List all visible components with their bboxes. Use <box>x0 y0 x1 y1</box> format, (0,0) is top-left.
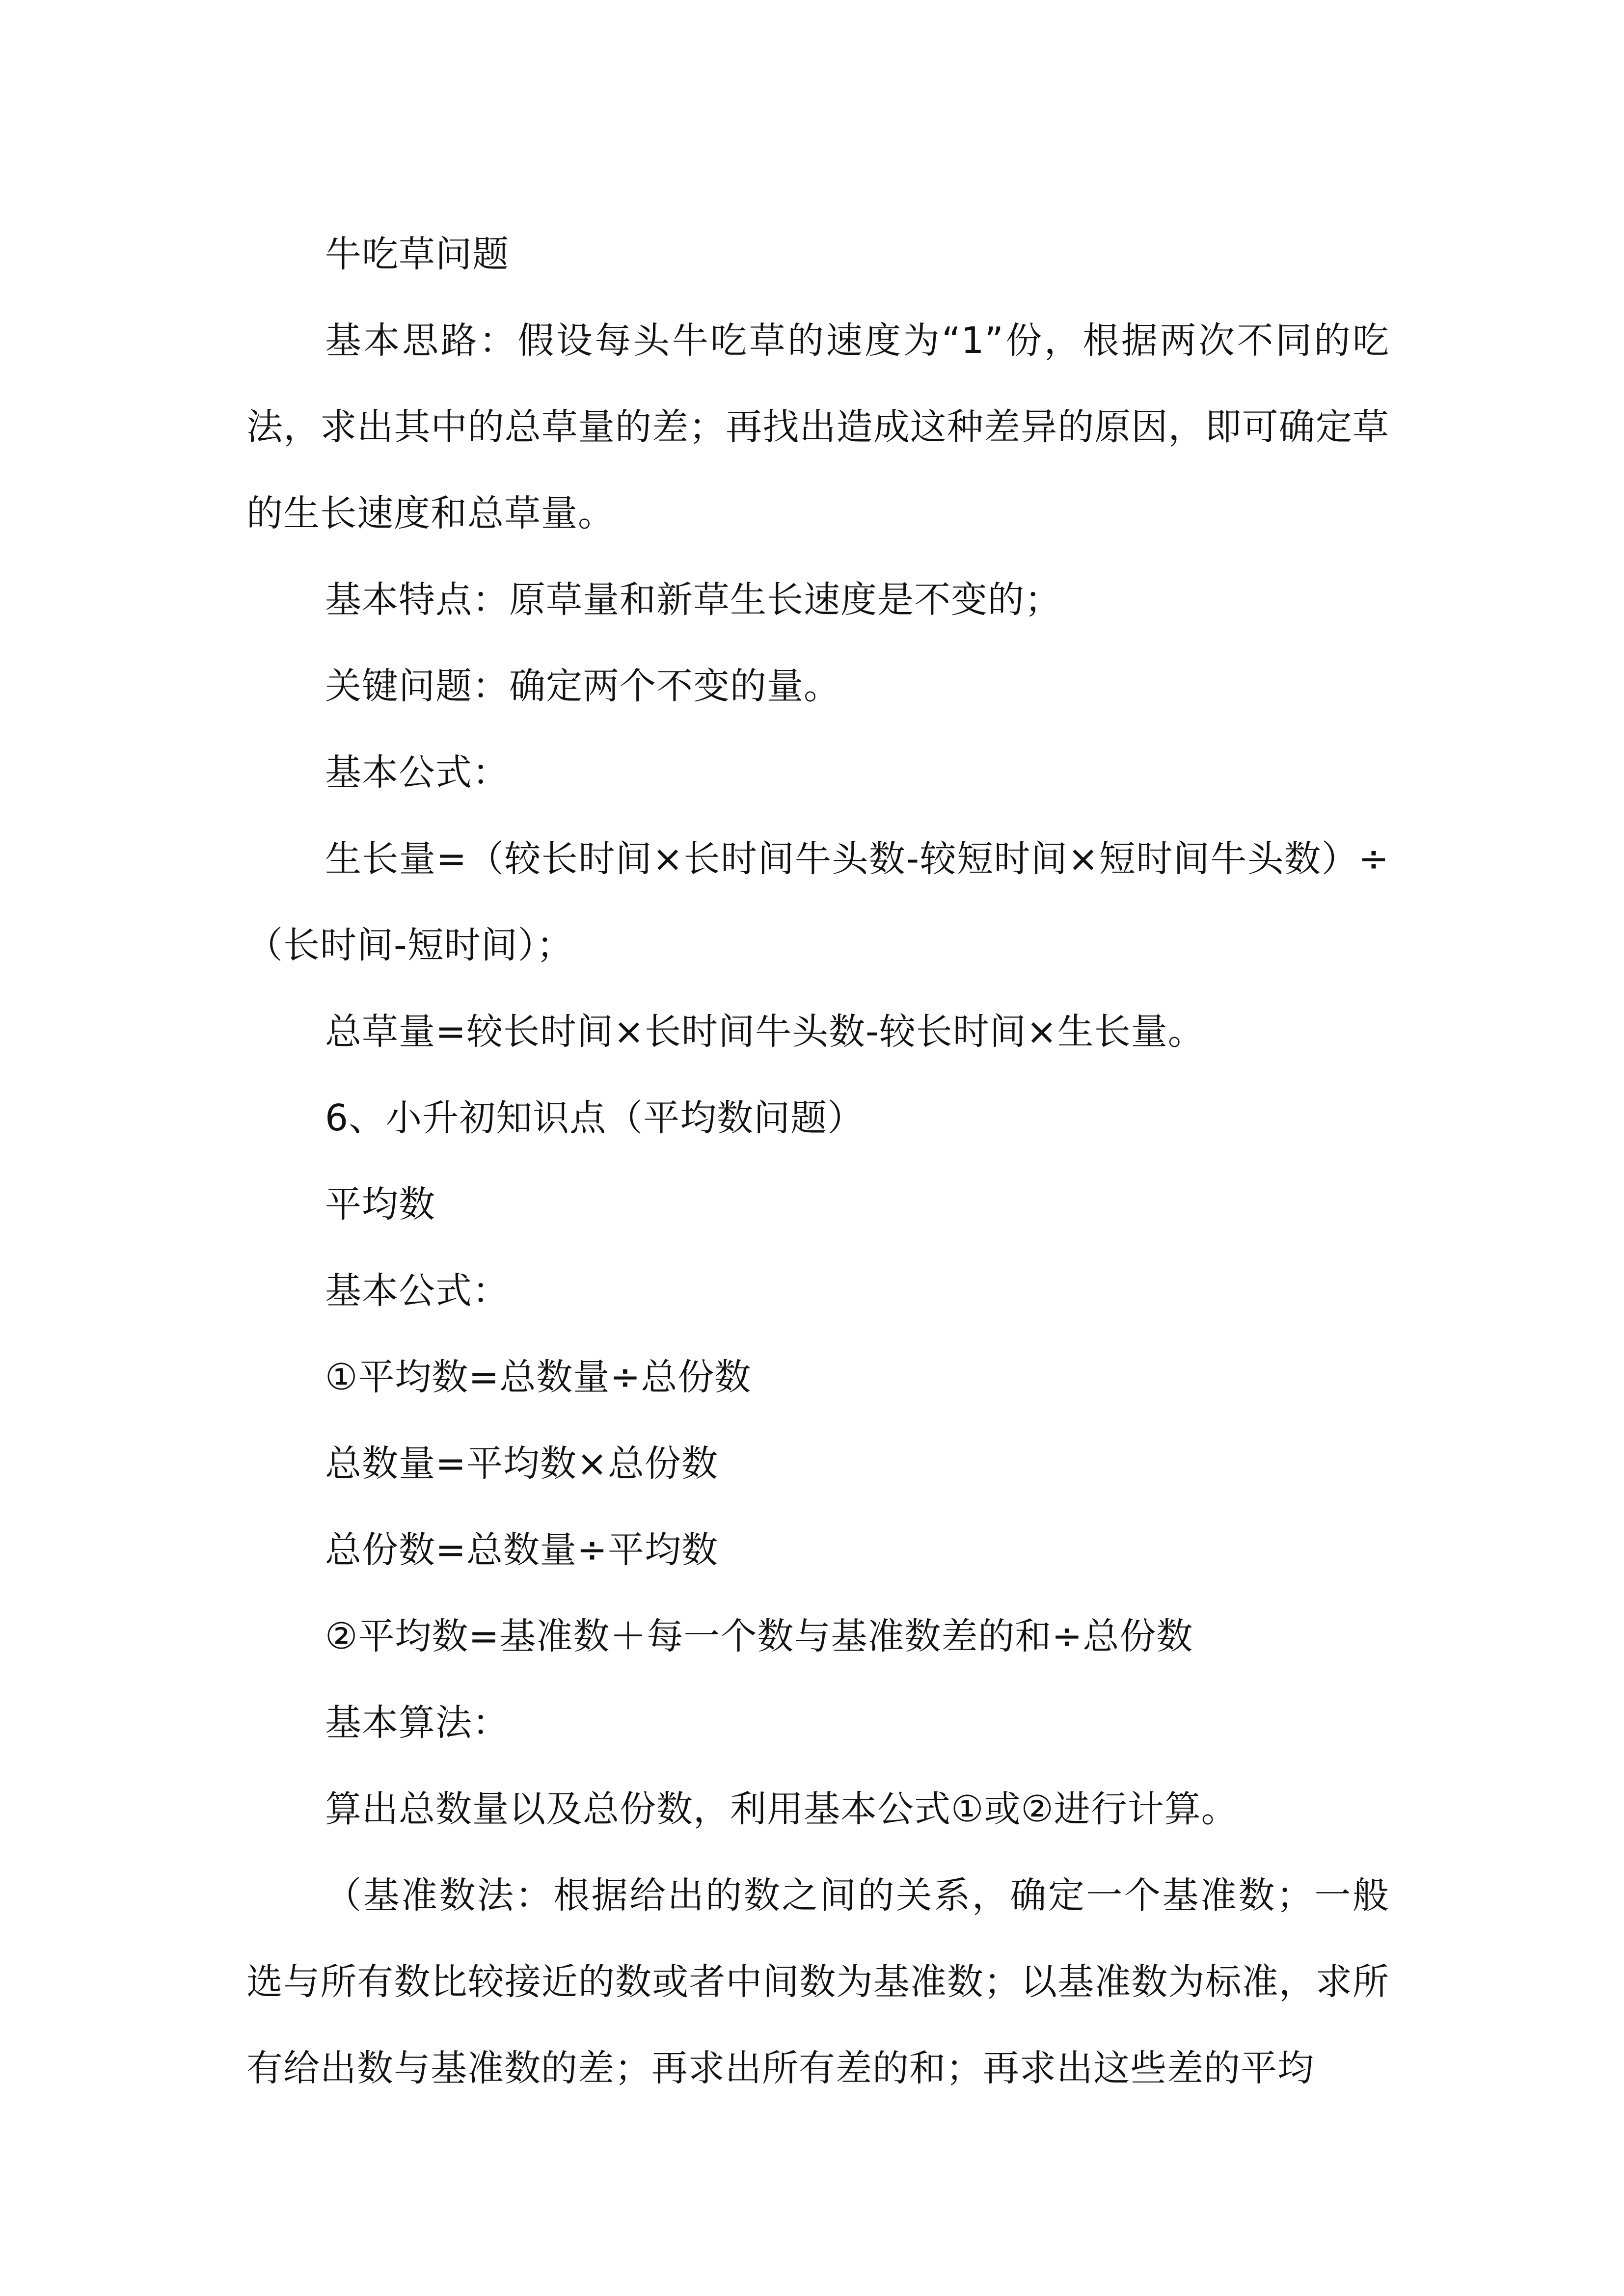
heading-average: 平均数 <box>325 1183 435 1226</box>
paragraph-basic-idea: 基本思路：假设每头牛吃草的速度为“1”份，根据两次不同的吃法，求出其中的总草量的差；再找出造成这种差异的原因，即可确定草的生长速度和总草量。 <box>246 320 1389 534</box>
paragraph-algorithm: 算出总数量以及总份数，利用基本公式①或②进行计算。 <box>325 1788 1238 1830</box>
label-basic-formula-2: 基本公式： <box>325 1270 509 1312</box>
formula-total-parts: 总份数=总数量÷平均数 <box>325 1529 719 1571</box>
formula-growth: 生长量=（较长时间×长时间牛头数-较短时间×短时间牛头数）÷（长时间-短时间）； <box>246 838 1389 966</box>
paragraph-key-problem: 关键问题：确定两个不变的量。 <box>325 665 840 707</box>
formula-average-2: ②平均数=基准数＋每一个数与基准数差的和÷总份数 <box>325 1615 1193 1657</box>
formula-total-grass: 总草量=较长时间×长时间牛头数-较长时间×生长量。 <box>325 1011 1205 1053</box>
paragraph-baseline-method: （基准数法：根据给出的数之间的关系，确定一个基准数；一般选与所有数比较接近的数或者中间数为基准数；以基准数为标准，求所有给出数与基准数的差；再求出所有差的和；再求出这些差的平均 <box>246 1874 1389 2089</box>
formula-average-1: ①平均数=总数量÷总份数 <box>325 1356 752 1398</box>
document-body <box>246 211 1389 2111</box>
heading-cow-grass-problem: 牛吃草问题 <box>325 233 509 275</box>
section-heading-average: 6、小升初知识点（平均数问题） <box>325 1097 865 1139</box>
label-basic-algorithm: 基本算法： <box>325 1702 509 1744</box>
formula-total-quantity: 总数量=平均数×总份数 <box>325 1442 719 1485</box>
label-basic-formula: 基本公式： <box>325 751 509 794</box>
paragraph-basic-features: 基本特点：原草量和新草生长速度是不变的； <box>325 579 1061 621</box>
